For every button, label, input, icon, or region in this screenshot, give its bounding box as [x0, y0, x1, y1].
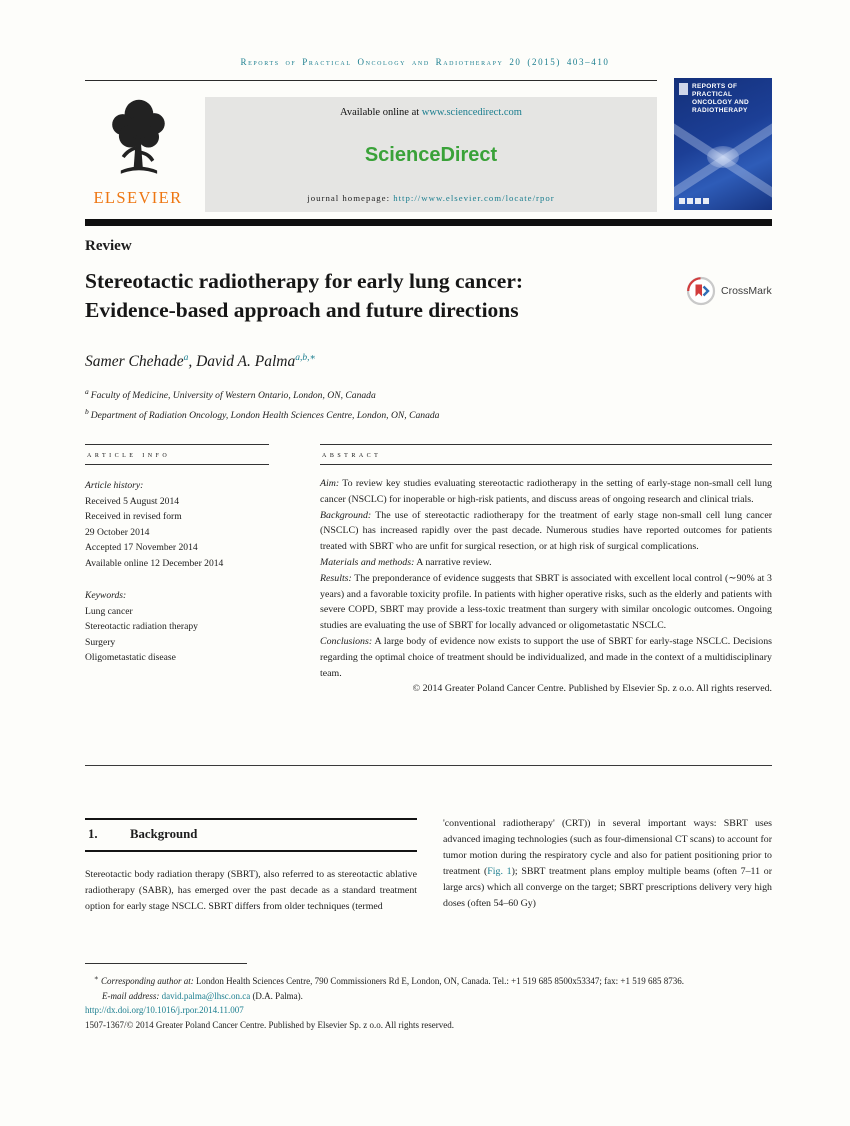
corresponding-author-text: London Health Sciences Centre, 790 Commissioners Rd E, London, ON, Canada. Tel.: +1 519 685 8500x53347; fax: +1 519 685 8736. [193, 976, 684, 986]
corresponding-author-label: Corresponding author at: [101, 976, 194, 986]
journal-cover-thumbnail[interactable] [674, 78, 772, 210]
email-suffix: (D.A. Palma). [250, 990, 303, 1001]
body-paragraph-right-post: ); SBRT treatment plans employ multiple beams (often 7–11 or large arcs) which all converge on the target; SBRT prescriptions delivery very high doses (often 54–60 Gy) [443, 865, 772, 909]
affiliation-a-text: Faculty of Medicine, University of Western Ontario, London, ON, Canada [90, 390, 376, 402]
section-number: 1. [88, 827, 98, 841]
homepage-prefix: journal homepage: [307, 193, 394, 203]
author-list [85, 352, 316, 371]
section-1-heading [85, 818, 417, 852]
author-separator: , [188, 353, 197, 371]
email-label: E-mail address: [102, 990, 162, 1001]
body-paragraph-left: Stereotactic body radiation therapy (SBRT), also referred to as stereotactic ablative radiotherapy (SABR), has emerged over the past decade as a standard treatment option for early stage NSCLC. SBRT differs from older techniques (termed [85, 869, 417, 912]
email-link[interactable]: david.palma@lhsc.on.ca [161, 990, 251, 1001]
abstract-copyright: © 2014 Greater Poland Cancer Centre. Published by Elsevier Sp. z o.o. All rights reserved. [412, 683, 772, 695]
available-online-line [340, 107, 522, 118]
masthead-banner [205, 97, 657, 212]
affiliation-b [85, 404, 439, 424]
author-2-affiliation-ref: a,b,∗ [295, 353, 316, 363]
keywords-block [85, 588, 269, 666]
history-line: Received 5 August 2014 [85, 495, 180, 507]
abstract-paragraph-background: Background: The use of stereotactic radiotherapy for the treatment of early stage non-small cell lung cancer (NSCLC) has increased rapidly over the past decade. Numerous studies have reported outcomes for patients treated with SBRT who are unfit for surgical resection, or at high risk of surgical complications. [320, 509, 772, 553]
abstract-paragraph-aim: Aim: To review key studies evaluating stereotactic radiotherapy in the setting of early-stage non-small cell lung cancer (NSCLC) for inoperable or high-risk patients, and discuss areas of ongoing research and clinical trials. [320, 478, 772, 505]
history-line: Accepted 17 November 2014 [85, 542, 198, 553]
cover-art-glow [707, 146, 739, 168]
elsevier-logo[interactable] [85, 92, 191, 208]
author-name-2: David A. Palma [196, 353, 296, 371]
crossmark-badge[interactable] [686, 276, 772, 306]
body-column-left [85, 818, 417, 915]
doi-line [85, 1003, 772, 1018]
abstract-column [320, 444, 772, 697]
corresponding-author-note [85, 971, 772, 989]
article-info-column [85, 444, 269, 666]
affiliation-list [85, 384, 439, 424]
footnote-block [85, 963, 772, 1032]
crossmark-icon [686, 276, 716, 306]
author-1-affiliation-ref: a [183, 353, 189, 363]
affiliation-a-marker: a [85, 387, 89, 396]
abstract-paragraph-results: Results: The preponderance of evidence suggests that SBRT is associated with excellent local control (∼90% at 3 years) and a favorable toxicity profile. In patients with higher operative risks, such as the elderly and patients with severe COPD, SBRT may provide a less-toxic treatment than surgery with similar oncologic outcomes. Ongoing studies are evaluating the use of SBRT for locally advanced or oligometastatic NSCLC. [320, 572, 772, 632]
cover-footer-marks [679, 198, 709, 204]
crossmark-label: CrossMark [721, 285, 772, 297]
cover-title: REPORTS OF PRACTICAL ONCOLOGY AND RADIOTHERAPY [692, 83, 750, 114]
email-note [85, 989, 772, 1004]
keyword: Stereotactic radiation therapy [85, 621, 198, 632]
article-history-label: Article history: [85, 480, 144, 491]
sciencedirect-url-link[interactable]: www.sciencedirect.com [421, 107, 522, 118]
doi-link[interactable]: http://dx.doi.org/10.1016/j.rpor.2014.11.007 [85, 1005, 244, 1015]
affiliation-b-text: Department of Radiation Oncology, London Health Sciences Centre, London, ON, Canada [90, 410, 440, 422]
available-online-prefix: Available online at [340, 107, 422, 118]
elsevier-tree-icon [95, 92, 181, 182]
article-title-line1: Stereotactic radiotherapy for early lung cancer: [85, 269, 524, 293]
section-title: Background [130, 827, 198, 841]
affiliation-b-marker: b [85, 407, 89, 417]
article-history [85, 478, 269, 571]
keywords-label: Keywords: [85, 590, 127, 601]
affiliation-a [85, 384, 439, 404]
sciencedirect-logo[interactable]: ScienceDirect [364, 144, 498, 166]
article-info-heading: article info [85, 444, 269, 465]
history-line: Available online 12 December 2014 [85, 557, 224, 569]
article-title-line2: Evidence-based approach and future directions [85, 297, 519, 322]
history-line: 29 October 2014 [85, 526, 150, 538]
corresponding-author-marker: ∗ [94, 974, 99, 982]
history-line: Received in revised form [85, 511, 182, 522]
abstract-heading: abstract [320, 444, 772, 465]
cover-logo-icon [679, 83, 688, 95]
section-divider [85, 765, 772, 766]
abstract-paragraph-methods: Materials and methods: A narrative review. [320, 556, 492, 568]
elsevier-wordmark: ELSEVIER [93, 188, 183, 207]
abstract-body [320, 476, 772, 697]
footnote-rule [85, 963, 247, 964]
fig-1-link[interactable]: Fig. 1 [487, 865, 512, 877]
keyword: Surgery [85, 636, 116, 648]
journal-reference: Reports of Practical Oncology and Radiotherapy 20 (2015) 403–410 [240, 57, 610, 67]
section-rule-thick [85, 219, 772, 226]
journal-homepage-line [307, 193, 554, 203]
issn-copyright-line: 1507-1367/© 2014 Greater Poland Cancer Centre. Published by Elsevier Sp. z o.o. All rights reserved. [85, 1019, 455, 1030]
body-paragraph-right-pre: 'conventional radiotherapy' (CRT)) in several important ways: SBRT uses advanced imaging technologies (such as four-dimensional CT scans) to account for tumor motion during the respiratory cycle and also for patient positioning prior to treatment ( [443, 818, 772, 877]
journal-homepage-link[interactable]: http://www.elsevier.com/locate/rpor [393, 193, 555, 203]
keyword: Lung cancer [85, 605, 133, 617]
author-name-1: Samer Chehade [85, 353, 184, 371]
article-type-label: Review [85, 238, 132, 254]
article-title [85, 267, 695, 324]
keyword: Oligometastatic disease [85, 652, 176, 663]
abstract-paragraph-conclusions: Conclusions: A large body of evidence now exists to support the use of SBRT for early-stage NSCLC. Decisions regarding the optimal choice of treatment should be individualized, and made in the context of a multidisciplinary team. [320, 635, 772, 679]
body-column-right [443, 816, 772, 911]
header-divider [85, 80, 657, 81]
